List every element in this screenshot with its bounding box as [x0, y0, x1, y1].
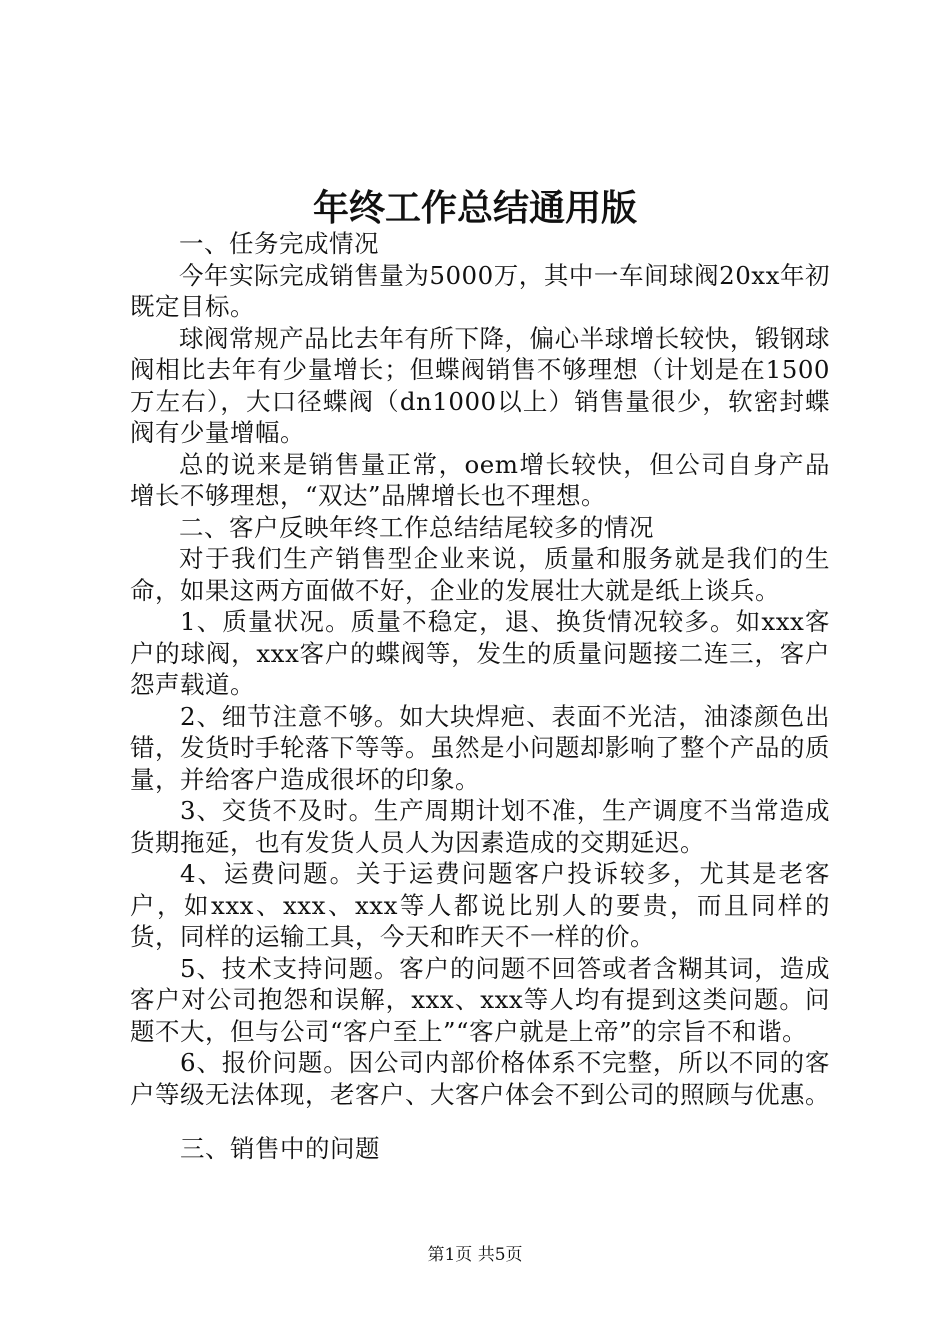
paragraph-quality-service: 对于我们生产销售型企业来说，质量和服务就是我们的生命，如果这两方面做不好，企业的发展壮大就是纸上谈兵。 — [130, 544, 830, 605]
list-item-freight: 4、运费问题。关于运费问题客户投诉较多，尤其是老客户，如xxx、xxx、xxx等人都说比别人的要贵，而且同样的货，同样的运输工具，今天和昨天不一样的价。 — [130, 859, 830, 951]
paragraph-sales-volume: 今年实际完成销售量为5000万，其中一车间球阀20xx年初既定目标。 — [130, 260, 830, 321]
list-item-pricing: 6、报价问题。因公司内部价格体系不完整，所以不同的客户等级无法体现，老客户、大客户体会不到公司的照顾与优惠。 — [130, 1048, 830, 1109]
paragraph-summary: 总的说来是销售量正常，oem增长较快，但公司自身产品增长不够理想，“双达”品牌增长也不理想。 — [130, 449, 830, 510]
paragraph-gap — [130, 1110, 830, 1133]
section-heading-sales-issues: 三、销售中的问题 — [180, 1134, 380, 1163]
paragraph-product-trends: 球阀常规产品比去年有所下降，偏心半球增长较快，锻钢球阀相比去年有少量增长；但蝶阀销售不够理想（计划是在1500万左右），大口径蝶阀（dn1000以上）销售量很少，软密封蝶阀有少量增幅。 — [130, 323, 830, 447]
list-item-delivery: 3、交货不及时。生产周期计划不准，生产调度不当常造成货期拖延，也有发货人员人为因素造成的交期延迟。 — [130, 796, 830, 857]
list-item-details: 2、细节注意不够。如大块焊疤、表面不光洁，油漆颜色出错，发货时手轮落下等等。虽然是小问题却影响了整个产品的质量，并给客户造成很坏的印象。 — [130, 701, 830, 794]
page-footer: 第1页 共5页 — [427, 1245, 523, 1265]
section-heading-tasks: 一、任务完成情况 — [179, 229, 379, 258]
list-item-tech-support: 5、技术支持问题。客户的问题不回答或者含糊其词，造成客户对公司抱怨和误解，xxx、xxx等人均有提到这类问题。问题不大，但与公司“客户至上”“客户就是上帝”的宗旨不和谐。 — [130, 953, 830, 1046]
section-heading-customer-feedback: 二、客户反映年终工作总结结尾较多的情况 — [179, 512, 654, 542]
document-title: 年终工作总结通用版 — [312, 187, 637, 229]
document-body — [130, 228, 830, 1165]
list-item-quality: 1、质量状况。质量不稳定，退、换货情况较多。如xxx客户的球阀，xxx客户的蝶阀等，发生的质量问题接二连三，客户怨声载道。 — [130, 607, 830, 699]
